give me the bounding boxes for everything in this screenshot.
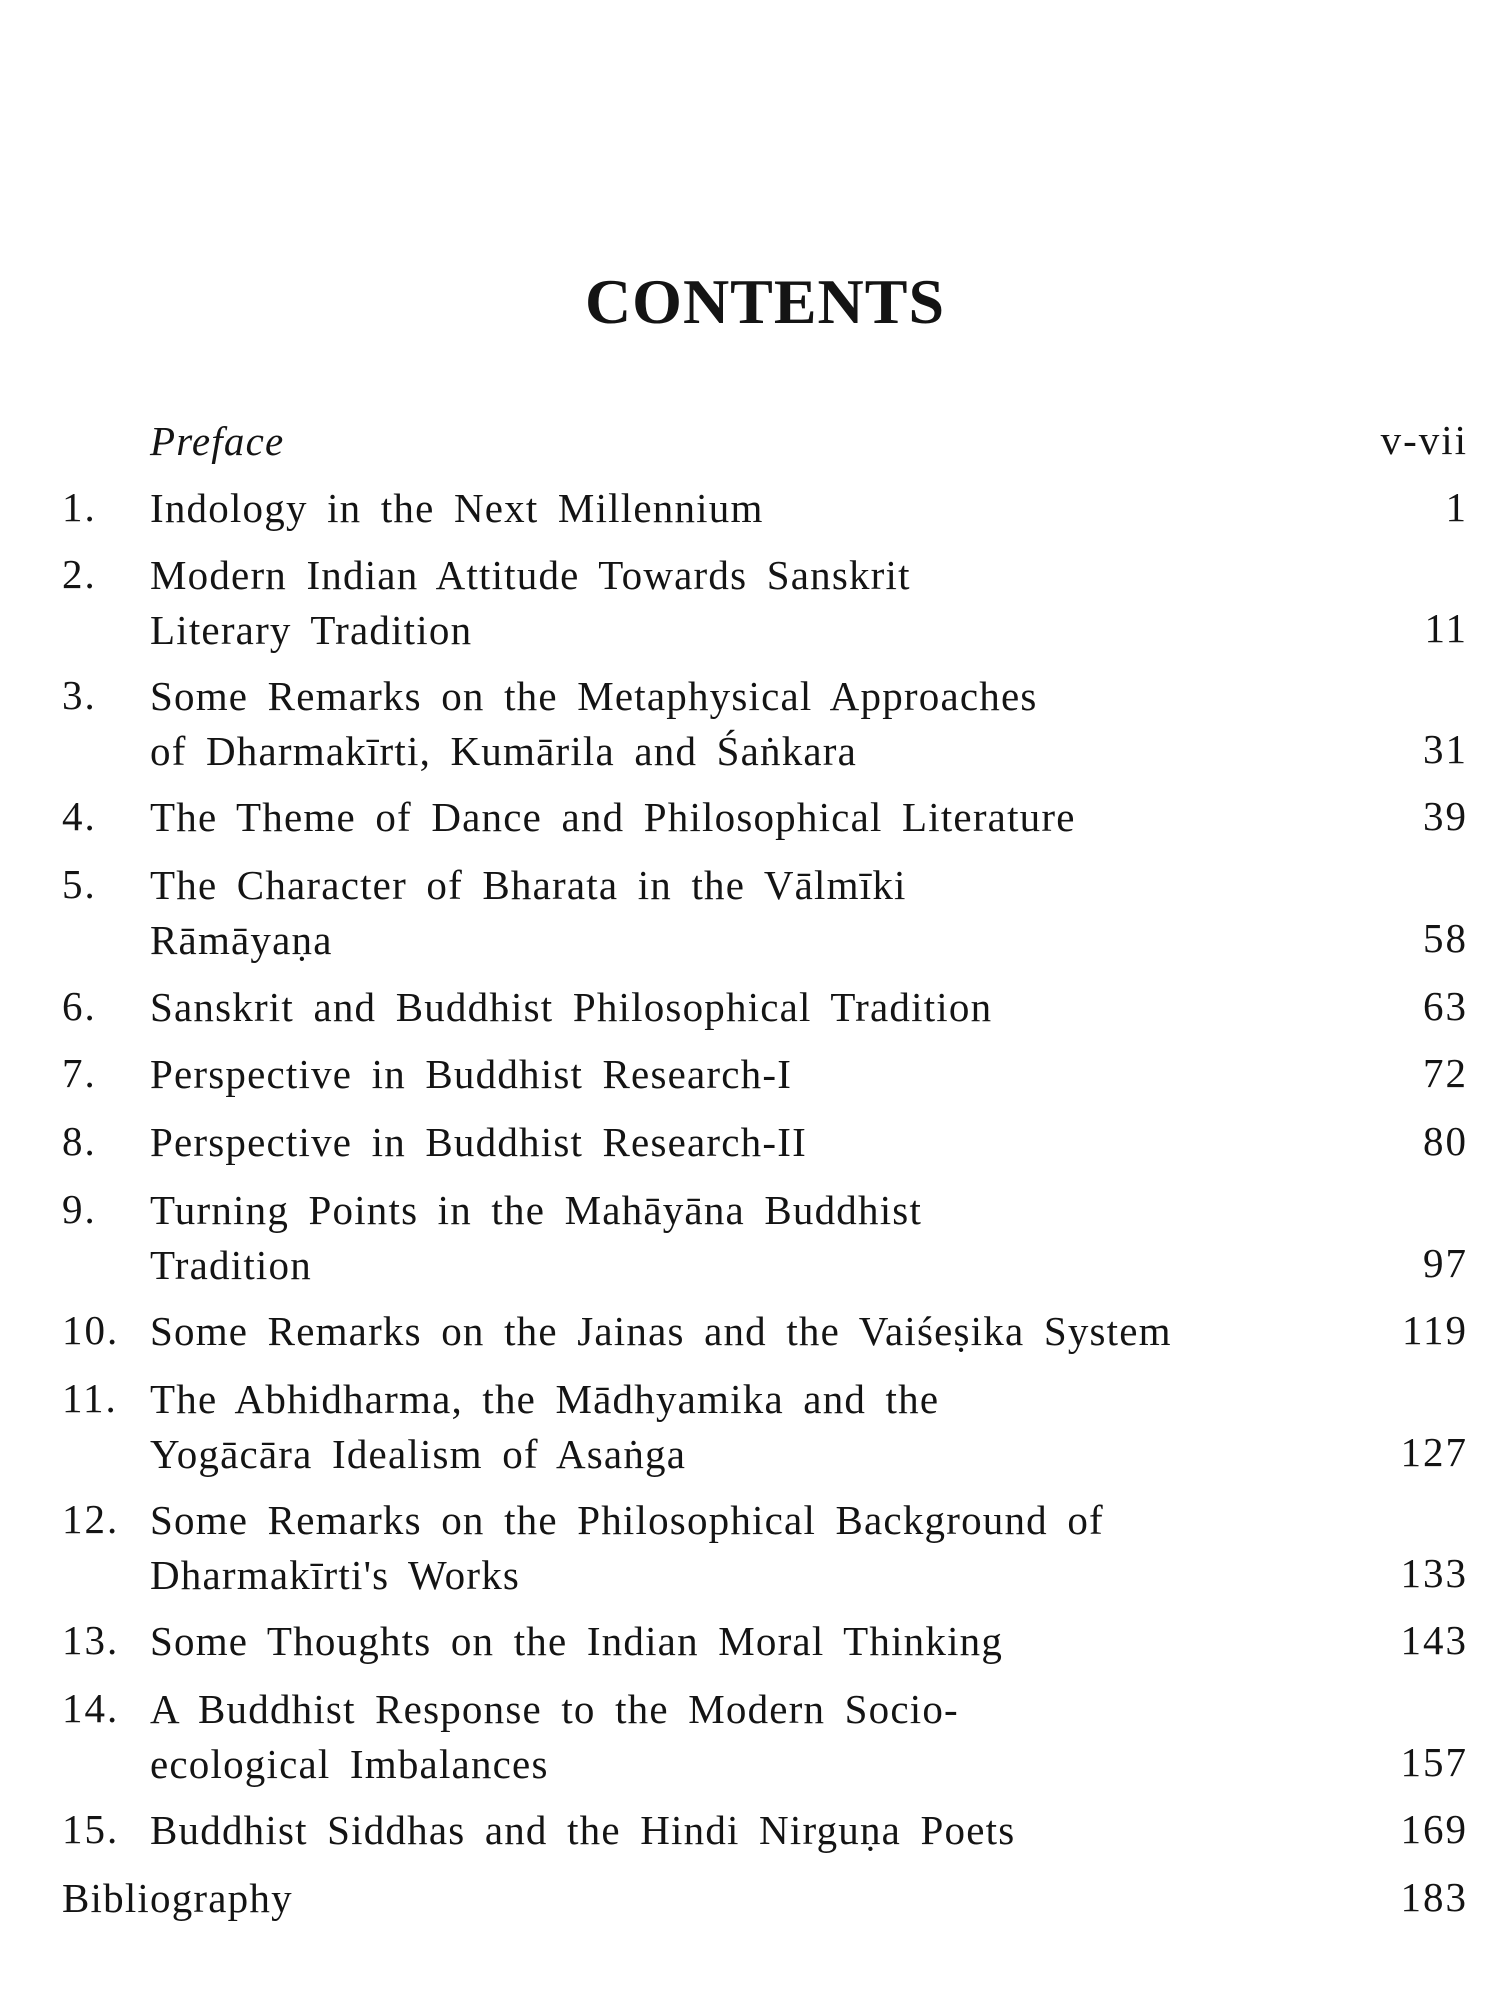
- entry-page: 58: [1423, 915, 1468, 961]
- entry-number: 9.: [62, 1186, 97, 1232]
- entry-page: 80: [1423, 1118, 1468, 1164]
- entry-title: Bibliography: [62, 1875, 293, 1921]
- entry-number: 13.: [62, 1617, 120, 1663]
- entry-title: Some Thoughts on the Indian Moral Thinking: [150, 1618, 1004, 1664]
- entry-page: 127: [1400, 1429, 1468, 1475]
- entry-number: 6.: [62, 983, 97, 1029]
- entry-title: The Abhidharma, the Mādhyamika and the Yogācāra Idealism of Asaṅga: [150, 1376, 940, 1477]
- entry-number: 10.: [62, 1307, 120, 1353]
- entry-title: Perspective in Buddhist Research-II: [150, 1119, 807, 1165]
- entry-title: The Character of Bharata in the Vālmīki Rāmāyaṇa: [150, 862, 907, 963]
- entry-page: v-vii: [1380, 417, 1468, 463]
- entry-number: 15.: [62, 1806, 120, 1852]
- entry-number: 12.: [62, 1496, 120, 1542]
- entry-title: Some Remarks on the Philosophical Background of Dharmakīrti's Works: [150, 1497, 1104, 1598]
- entry-page: 97: [1423, 1240, 1468, 1286]
- entry-page: 72: [1423, 1050, 1468, 1096]
- entry-title: Preface: [150, 418, 285, 464]
- entry-page: 119: [1402, 1307, 1468, 1353]
- entry-page: 1: [1445, 484, 1468, 530]
- entry-number: 5.: [62, 861, 97, 907]
- entry-title: Buddhist Siddhas and the Hindi Nirguṇa Poets: [150, 1807, 1016, 1853]
- entry-title: The Theme of Dance and Philosophical Literature: [150, 794, 1076, 840]
- entry-page: 63: [1423, 983, 1468, 1029]
- entry-title: Modern Indian Attitude Towards Sanskrit Literary Tradition: [150, 552, 911, 653]
- entry-title: Perspective in Buddhist Research-I: [150, 1051, 793, 1097]
- entry-number: 8.: [62, 1118, 97, 1164]
- entry-number: 11.: [62, 1375, 118, 1421]
- entry-number: 4.: [62, 793, 97, 839]
- entry-page: 11: [1424, 605, 1468, 651]
- entry-page: 31: [1423, 726, 1468, 772]
- entry-number: 7.: [62, 1050, 97, 1096]
- entry-page: 157: [1400, 1739, 1468, 1785]
- entry-title: Turning Points in the Mahāyāna Buddhist Tradition: [150, 1187, 923, 1288]
- entry-page: 39: [1423, 793, 1468, 839]
- entry-number: 1.: [62, 484, 97, 530]
- entry-page: 183: [1400, 1874, 1468, 1920]
- page-title: CONTENTS: [584, 266, 946, 337]
- entry-title: Some Remarks on the Jainas and the Vaiśeṣika System: [150, 1308, 1172, 1354]
- entry-title: A Buddhist Response to the Modern Socio- ecological Imbalances: [150, 1686, 959, 1787]
- entry-page: 133: [1400, 1550, 1468, 1596]
- entry-page: 169: [1400, 1806, 1468, 1852]
- entry-page: 143: [1400, 1617, 1468, 1663]
- entry-title: Sanskrit and Buddhist Philosophical Tradition: [150, 984, 993, 1030]
- entry-number: 3.: [62, 672, 97, 718]
- entry-title: Some Remarks on the Metaphysical Approaches of Dharmakīrti, Kumārila and Śaṅkara: [150, 673, 1038, 774]
- entry-title: Indology in the Next Millennium: [150, 485, 764, 531]
- entry-number: 2.: [62, 551, 97, 597]
- entry-number: 14.: [62, 1685, 120, 1731]
